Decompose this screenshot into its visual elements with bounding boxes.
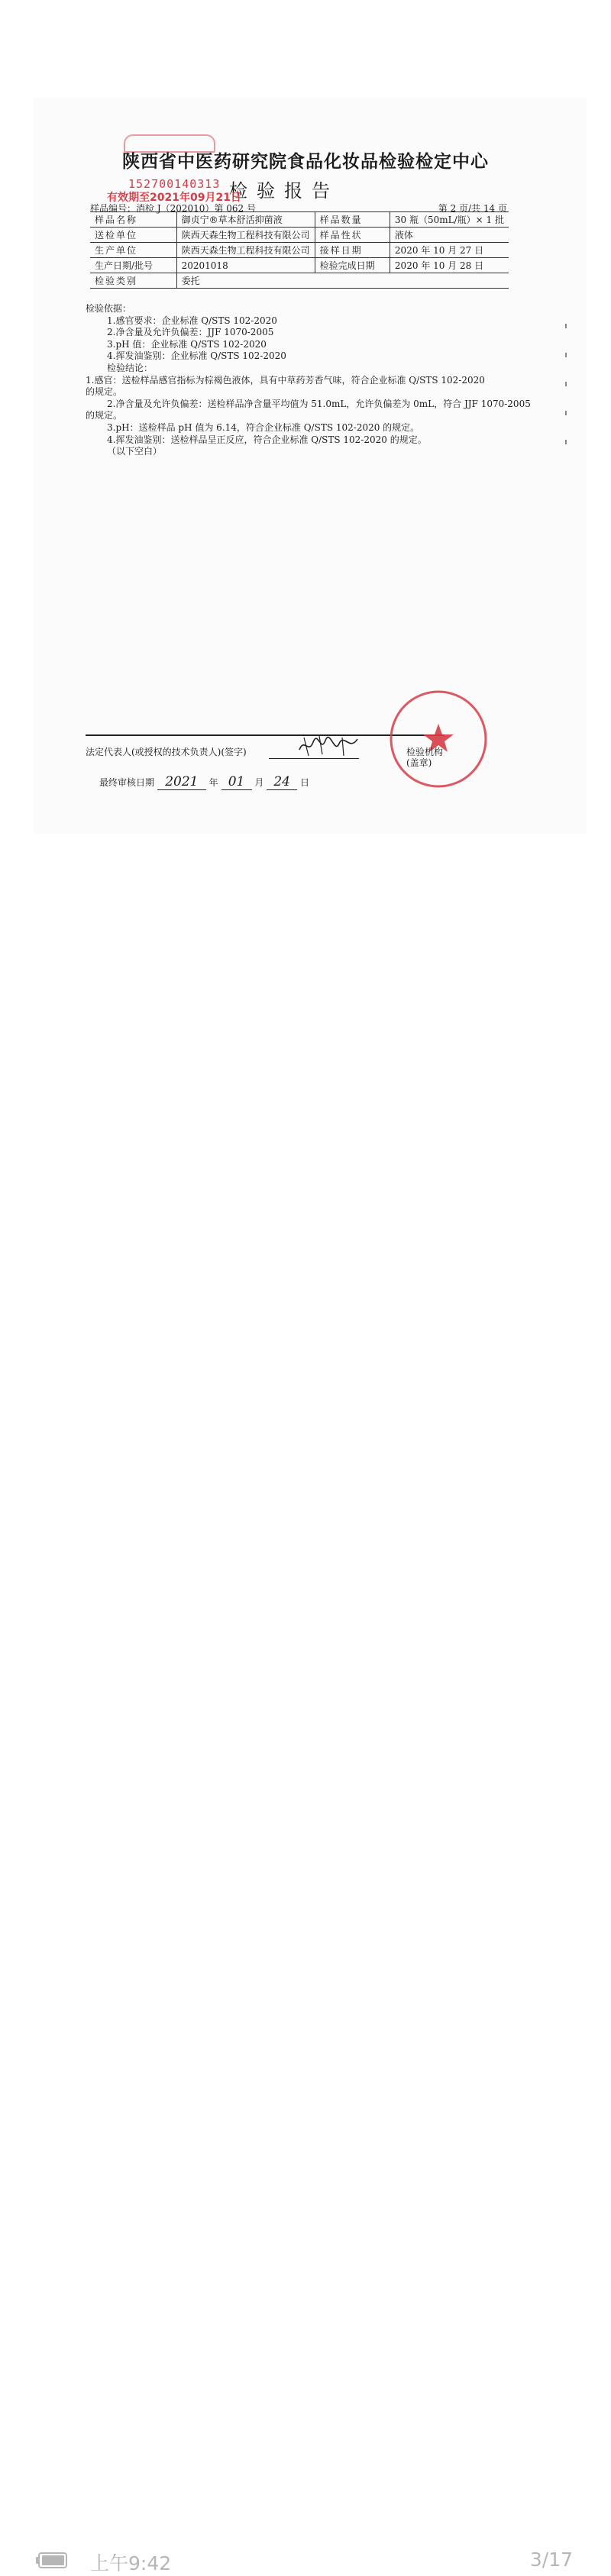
page-counter: 3/17 <box>529 2549 573 2571</box>
info-label <box>315 273 390 289</box>
info-label: 送检单位 <box>90 228 176 243</box>
basis-heading: 检验依据： <box>86 303 132 314</box>
sample-number: 样品编号：消检 J（202010）第 062 号 <box>90 203 256 214</box>
org-label-line: (盖章) <box>406 757 432 768</box>
table-row <box>90 273 509 289</box>
info-label: 样品性状 <box>315 228 390 243</box>
info-label: 生产日期/批号 <box>90 258 176 273</box>
basis-item: 4.挥发油鉴别：企业标准 Q/STS 102-2020 <box>107 350 286 362</box>
table-row <box>90 258 509 273</box>
final-review-label: 最终审核日期 <box>99 777 155 788</box>
signature-label: 法定代表人(或授权的技术负责人)(签字) <box>86 747 247 757</box>
info-value: 陕西天森生物工程科技有限公司 <box>176 243 315 258</box>
conclusion-item: 2.净含量及允许负偏差：送检样品净含量平均值为 51.0mL，允许负偏差为 0mL，符合 JJF 1070-2005 <box>107 398 531 409</box>
viewer-statusbar <box>0 1272 611 2574</box>
review-month: 01 <box>221 774 252 790</box>
info-label: 样品名称 <box>90 212 176 228</box>
scan-mark <box>565 324 567 328</box>
table-row <box>90 212 509 228</box>
review-day: 24 <box>267 774 297 790</box>
review-year: 2021 <box>157 774 206 790</box>
basis-item: 3.pH 值：企业标准 Q/STS 102-2020 <box>107 338 267 350</box>
info-label: 生产单位 <box>90 243 176 258</box>
institution-title: 陕西省中医药研究院食品化妆品检验检定中心 <box>122 151 489 172</box>
info-label: 检验类别 <box>90 273 176 289</box>
report-title: 检验报告 <box>229 180 339 202</box>
scan-mark <box>565 353 567 357</box>
conclusion-item: 3.pH：送检样品 pH 值为 6.14，符合企业标准 Q/STS 102-2020 的规定。 <box>107 421 420 433</box>
info-value: 30 瓶（50mL/瓶）× 1 批 <box>390 212 509 228</box>
handwritten-signature <box>296 733 360 763</box>
stamp-validity: 有效期至2021年09月21日 <box>107 192 241 204</box>
stamp-number: 152700140313 <box>128 177 221 191</box>
info-label: 样品数量 <box>315 212 390 228</box>
official-seal <box>388 689 489 789</box>
info-label: 检验完成日期 <box>315 258 390 273</box>
day-label: 日 <box>300 777 310 788</box>
basis-item: 1.感官要求：企业标准 Q/STS 102-2020 <box>107 315 277 326</box>
org-label <box>406 747 443 768</box>
info-label: 接样日期 <box>315 243 390 258</box>
conclusion-item: 4.挥发油鉴别：送检样品呈正反应，符合企业标准 Q/STS 102-2020 的规定。 <box>107 434 427 445</box>
year-label: 年 <box>209 777 218 788</box>
conclusion-item: 1.感官：送检样品感官指标为棕褐色液体，具有中草药芳香气味，符合企业标准 Q/STS 102-2020 <box>86 374 485 386</box>
info-value: 御贞宁®草本舒活抑菌液 <box>176 212 315 228</box>
info-value: 2020 年 10 月 28 日 <box>390 258 509 273</box>
table-row <box>90 243 509 258</box>
info-value: 液体 <box>390 228 509 243</box>
final-review-date <box>99 774 309 790</box>
basis-item: 2.净含量及允许负偏差：JJF 1070-2005 <box>107 327 274 338</box>
conclusion-item-cont: 的规定。 <box>86 386 123 398</box>
info-value <box>390 273 509 289</box>
report-body <box>86 303 531 458</box>
info-value: 陕西天森生物工程科技有限公司 <box>176 228 315 243</box>
table-row <box>90 228 509 243</box>
blank-below-note: （以下空白） <box>107 446 163 457</box>
org-label-line: 检验机构 <box>406 747 444 757</box>
info-value: 委托 <box>176 273 315 289</box>
month-label: 月 <box>254 777 264 788</box>
info-value: 20201018 <box>176 258 315 273</box>
scan-mark <box>565 382 567 386</box>
battery-icon <box>36 2552 68 2568</box>
clock-time: 上午9:42 <box>90 2552 172 2574</box>
info-value: 2020 年 10 月 27 日 <box>390 243 509 258</box>
page-number: 第 2 页/共 14 页 <box>438 203 507 214</box>
scan-mark <box>565 411 567 415</box>
conclusion-item-cont: 的规定。 <box>86 410 123 421</box>
scan-mark <box>565 440 567 444</box>
conclusion-heading: 检验结论： <box>107 362 154 373</box>
sample-info-table <box>90 211 509 289</box>
